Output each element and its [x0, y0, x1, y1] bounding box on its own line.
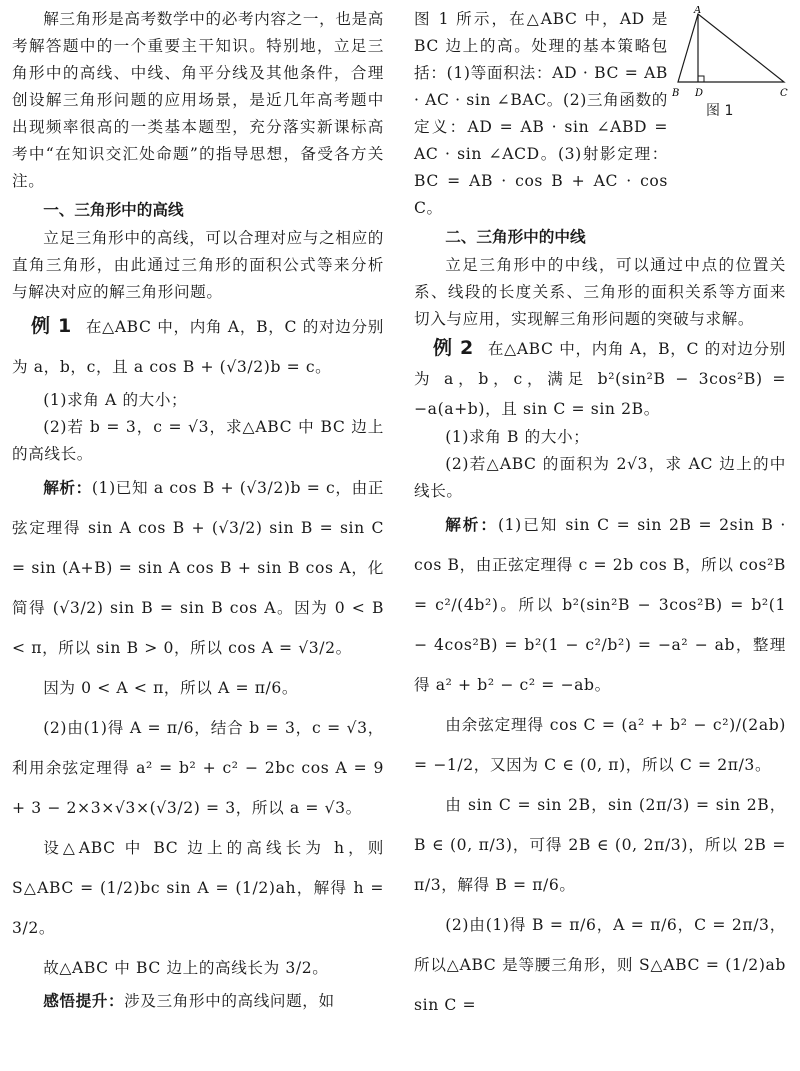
right-column [414, 6, 786, 1025]
example2-question1: (1)求角 B 的大小； [445, 428, 590, 446]
example1-solution-part1 [12, 468, 384, 668]
example1-tag: 例 1 [31, 315, 72, 337]
example2-stem [414, 333, 786, 424]
label-b: B [672, 88, 680, 99]
example1-solution-part3: (2)由(1)得 A = π/6，结合 b = 3，c = √3，利用余弦定理得 a² = b² + c² − 2bc cos A = 9 + 3 − 2×3×√3×(√3/2) = 3，所以 a = √3。 [12, 719, 384, 817]
example2-solution-part2: 由余弦定理得 cos C = (a² + b² − c²)/(2ab) = −1/2，又因为 C ∈ (0, π)，所以 C = 2π/3。 [414, 716, 786, 774]
example1-stem [12, 306, 384, 387]
example1-question1: (1)求角 A 的大小； [43, 391, 188, 409]
example1-solution-part5: 故△ABC 中 BC 边上的高线长为 3/2。 [43, 959, 329, 977]
example1-text: 在△ABC 中，内角 A，B，C 的对边分别为 a，b，c，且 a cos B + (√3/2)b = c。 [12, 318, 384, 376]
example1-solution-label: 解析： [43, 479, 92, 497]
example2-solution-part3: 由 sin C = sin 2B，sin (2π/3) = sin 2B，B ∈ (0, π/3)，可得 2B ∈ (0, 2π/3)，所以 2B = π/3，解得 B = π/6。 [414, 796, 786, 894]
insight-continuation-text: 图 1 所示，在△ABC 中，AD 是 BC 边上的高。处理的基本策略包括：(1)等面积法：AD · BC = AB · AC · sin ∠BAC。(2)三角函数的定义：AD = AB · sin ∠ABD = AC · sin ∠ACD。(3)射影定理：BC = AB · cos B + AC · cos C。 [414, 10, 668, 217]
section1-intro: 立足三角形中的高线，可以合理对应与之相应的直角三角形，由此通过三角形的面积公式等来分析与解决对应的解三角形问题。 [12, 229, 384, 301]
insight-text: 涉及三角形中的高线问题，如 [124, 992, 335, 1010]
example1-question2: (2)若 b = 3，c = √3，求△ABC 中 BC 边上的高线长。 [12, 418, 384, 463]
intro-paragraph: 解三角形是高考数学中的必考内容之一，也是高考解答题中的一个重要主干知识。特别地，立足三角形中的高线、中线、角平分线及其他条件，合理创设解三角形问题的应用场景，是近几年高考题中出现频率很高的一类基本题型，充分落实新课标高考中“在知识交汇处命题”的指导思想，备受各方关注。 [12, 10, 384, 190]
figure-caption: 图 1 [706, 103, 734, 119]
example1-solution-part2: 因为 0 < A < π，所以 A = π/6。 [43, 679, 299, 697]
example2-solution-part1 [414, 505, 786, 705]
label-c: C [780, 88, 788, 99]
example1-solution-part4: 设△ABC 中 BC 边上的高线长为 h，则 S△ABC = (1/2)bc sin A = (1/2)ah，解得 h = 3/2。 [12, 839, 384, 937]
insight-paragraph [12, 988, 384, 1015]
example2-solution-text1: (1)已知 sin C = sin 2B = 2sin B · cos B，由正弦定理得 c = 2b cos B，所以 cos²B = c²/(4b²)。所以 b²(sin²B − 3cos²B) = b²(1 − 4cos²B) = b²(1 − c²/b²) = −a² − ab，整理得 a² + b² − c² = −ab。 [414, 516, 786, 694]
example2-solution-part4: (2)由(1)得 B = π/6，A = π/6，C = 2π/3，所以△ABC 是等腰三角形，则 S△ABC = (1/2)ab sin C = [414, 916, 786, 1014]
left-column [12, 6, 384, 1015]
section1-heading: 一、三角形中的高线 [43, 201, 184, 219]
example1-solution-text1: (1)已知 a cos B + (√3/2)b = c，由正弦定理得 sin A cos B + (√3/2) sin B = sin C = sin (A+B) = sin A cos B + sin B cos A，化简得 (√3/2) sin B = sin B cos A。因为 0 < B < π，所以 sin B > 0，所以 cos A = √3/2。 [12, 479, 384, 657]
insight-continuation [414, 6, 786, 222]
label-d: D [695, 88, 704, 99]
label-a: A [694, 6, 702, 16]
example2-question2: (2)若△ABC 的面积为 2√3，求 AC 边上的中线长。 [414, 455, 786, 500]
example2-text: 在△ABC 中，内角 A，B，C 的对边分别为 a，b，c，满足 b²(sin²B − 3cos²B) = −a(a+b)，且 sin C = sin 2B。 [414, 340, 786, 418]
example2-solution-label: 解析： [445, 516, 498, 534]
insight-label: 感悟提升： [43, 992, 125, 1010]
section2-intro: 立足三角形中的中线，可以通过中点的位置关系、线段的长度关系、三角形的面积关系等方面来切入与应用，实现解三角形问题的突破与求解。 [414, 256, 786, 328]
example2-tag: 例 2 [433, 337, 474, 359]
section2-heading: 二、三角形中的中线 [445, 228, 586, 246]
